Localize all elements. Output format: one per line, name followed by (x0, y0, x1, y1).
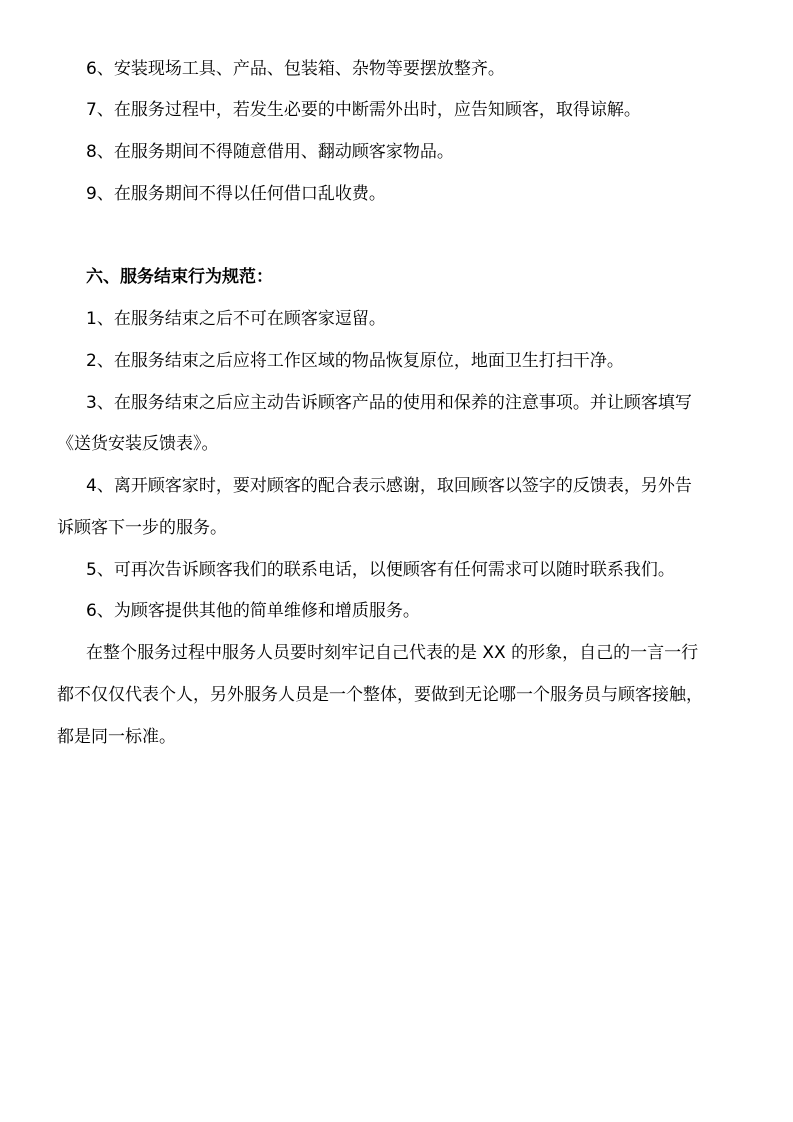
list-item: 9、在服务期间不得以任何借口乱收费。 (86, 184, 386, 204)
list-item-continuation: 《送货安装反馈表》。 (57, 434, 219, 454)
list-item: 6、安装现场工具、产品、包装箱、杂物等要摆放整齐。 (86, 59, 505, 79)
list-item: 2、在服务结束之后应将工作区域的物品恢复原位，地面卫生打扫干净。 (86, 351, 624, 371)
section-heading: 六、服务结束行为规范： (86, 267, 273, 287)
list-item-continuation: 诉顾客下一步的服务。 (57, 518, 227, 538)
list-item: 7、在服务过程中，若发生必要的中断需外出时，应告知顾客，取得谅解。 (86, 100, 641, 120)
list-item: 6、为顾客提供其他的简单维修和增质服务。 (86, 601, 420, 621)
list-item: 4、离开顾客家时，要对顾客的配合表示感谢，取回顾客以签字的反馈表，另外告 (86, 476, 692, 496)
closing-paragraph-line: 在整个服务过程中服务人员要时刻牢记自己代表的是 XX 的形象，自己的一言一行 (86, 643, 699, 663)
list-item: 1、在服务结束之后不可在顾客家逗留。 (86, 309, 386, 329)
list-item: 5、可再次告诉顾客我们的联系电话，以便顾客有任何需求可以随时联系我们。 (86, 560, 675, 580)
list-item: 8、在服务期间不得随意借用、翻动顾客家物品。 (86, 142, 454, 162)
closing-paragraph-line: 都是同一标准。 (57, 727, 176, 747)
list-item: 3、在服务结束之后应主动告诉顾客产品的使用和保养的注意事项。并让顾客填写 (86, 393, 692, 413)
closing-paragraph-line: 都不仅仅代表个人，另外服务人员是一个整体，要做到无论哪一个服务员与顾客接触， (57, 685, 703, 705)
